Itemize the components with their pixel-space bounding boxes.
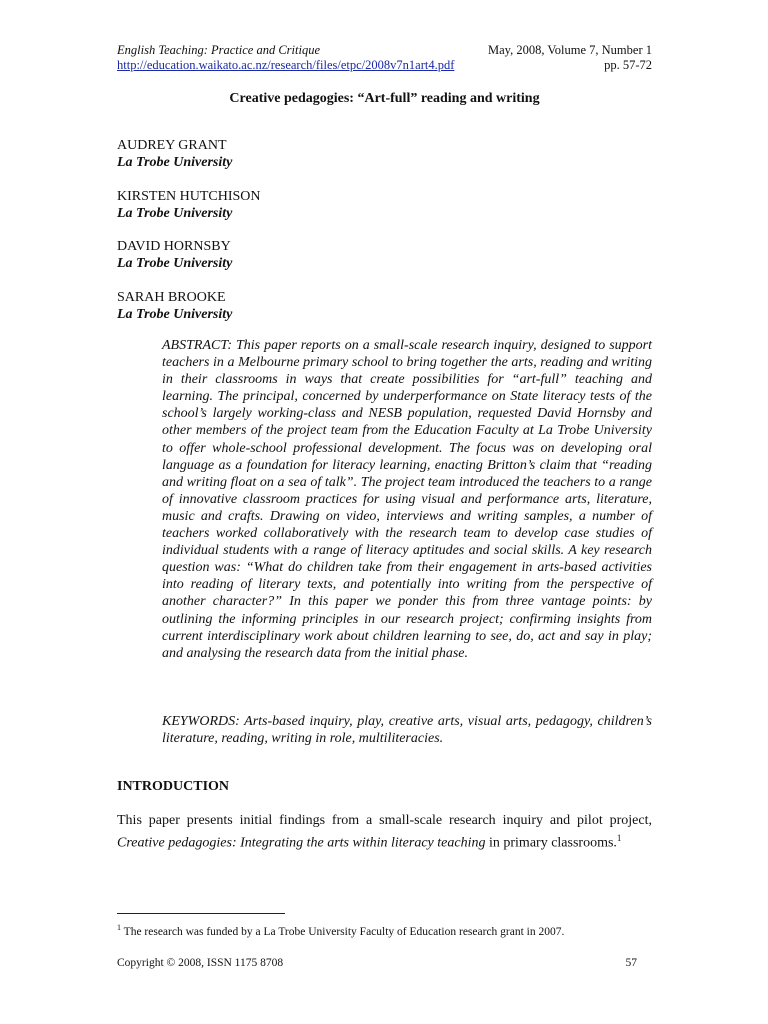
intro-text-start: This paper presents initial findings from a small-scale research inquiry and pilot project, — [117, 813, 652, 828]
running-header-top — [117, 43, 652, 58]
footnote-divider — [117, 913, 285, 914]
author-affiliation: La Trobe University — [117, 307, 233, 322]
paper-page — [117, 0, 652, 1024]
page-range: pp. 57-72 — [604, 58, 652, 72]
footnote-marker: 1 — [117, 923, 121, 932]
footnote-text: The research was funded by a La Trobe University Faculty of Education research grant in 2007. — [121, 925, 565, 938]
issue-info: May, 2008, Volume 7, Number 1 — [488, 43, 652, 57]
page-footer — [117, 957, 637, 969]
abstract-text: ABSTRACT: This paper reports on a small-scale research inquiry, designed to support teachers in a Melbourne primary school to bring together the arts, reading and writing in their classrooms in ways that create possibilities for “art-full” teaching and learning. The principal, concerned by underperformance on State literacy tests of the school’s largely working-class and NESB population, requested David Hornsby and other members of the project team from the Education Faculty at La Trobe University to offer whole-school professional development. The focus was on developing oral language as a foundation for literacy learning, enacting Britton’s claim that “reading and writing float on a sea of talk”. The project team introduced the teachers to a range of innovative classroom practices for using visual and performance arts, literature, music and crafts. Drawing on video, interviews and writing samples, a number of teachers worked collaboratively with the research team to develop case studies of individual students with a range of literacy aptitudes and social skills. A key research question was: “What do children take from their engagement in arts-based activities into reading of literary texts, and potentially into writing from the perspective of another character?” In this paper we ponder this from three vantage points: by outlining the informing principles in our research project; confirming insights from current interdisciplinary work about children learning to see, do, act and say in play; and analysing the research data from the initial phase. — [162, 338, 652, 661]
project-title: Creative pedagogies: Integrating the arts within literacy teaching — [117, 835, 486, 851]
keywords — [162, 713, 652, 747]
footnote-reference[interactable]: 1 — [616, 832, 622, 843]
footnote — [117, 921, 564, 939]
intro-text-end: in primary classrooms. — [485, 835, 617, 851]
article-url-link[interactable]: http://education.waikato.ac.nz/research/files/etpc/2008v7n1art4.pdf — [117, 58, 455, 72]
keywords-text: KEYWORDS: Arts-based inquiry, play, creative arts, visual arts, pedagogy, children’s literature, reading, writing in role, multiliteracies. — [162, 714, 652, 747]
page-number: 57 — [625, 957, 637, 969]
author-affiliation: La Trobe University — [117, 256, 233, 271]
journal-name: English Teaching: Practice and Critique — [117, 43, 320, 57]
introduction-paragraph — [117, 812, 652, 852]
running-header-bottom — [117, 58, 652, 73]
section-heading-introduction: INTRODUCTION — [117, 779, 230, 794]
copyright-notice: Copyright © 2008, ISSN 1175 8708 — [117, 957, 284, 969]
author-affiliation: La Trobe University — [117, 155, 233, 170]
author-name: KIRSTEN HUTCHISON — [117, 189, 261, 204]
author-name: AUDREY GRANT — [117, 138, 227, 153]
author-name: DAVID HORNSBY — [117, 239, 231, 254]
paper-title: Creative pedagogies: “Art-full” reading and writing — [229, 91, 540, 106]
author-block — [117, 137, 232, 171]
author-block — [117, 289, 232, 323]
abstract — [162, 337, 652, 662]
author-block — [117, 188, 261, 222]
author-block — [117, 238, 232, 272]
author-name: SARAH BROOKE — [117, 290, 226, 305]
author-affiliation: La Trobe University — [117, 206, 233, 221]
